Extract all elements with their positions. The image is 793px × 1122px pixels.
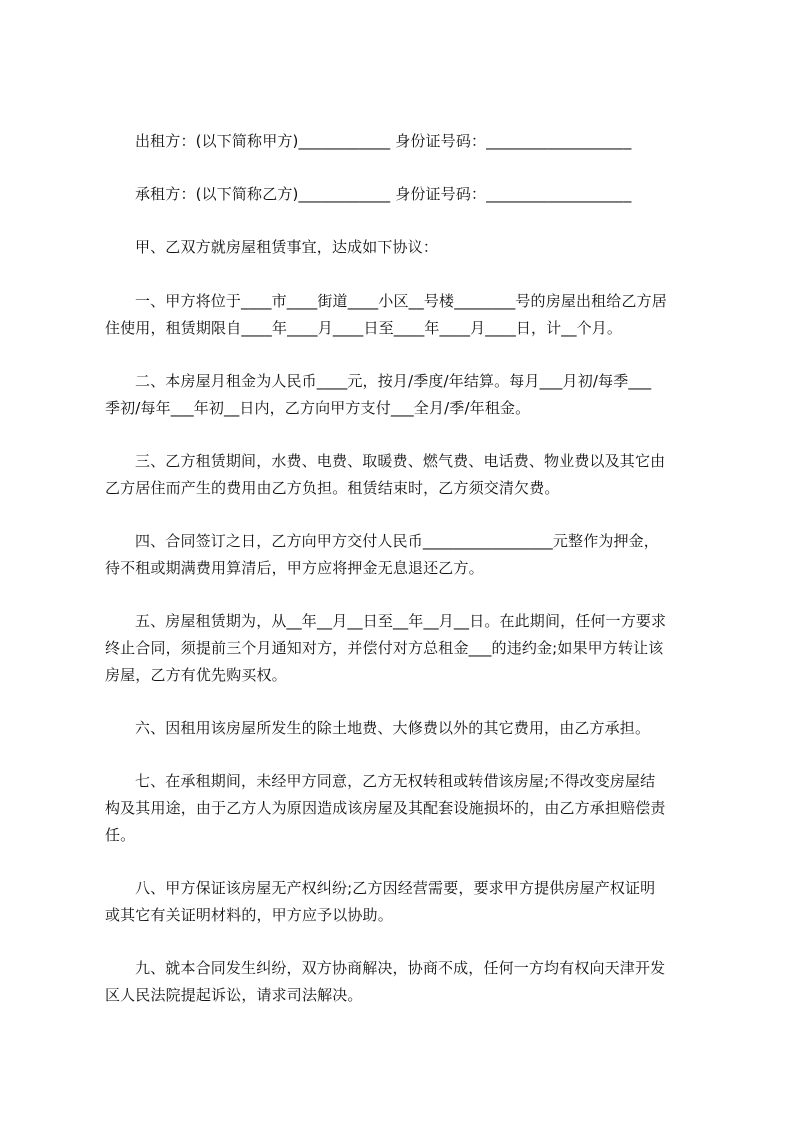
- clause-3-line-2: 乙方居住而产生的费用由乙方负担。租赁结束时，乙方须交清欠费。: [105, 479, 560, 497]
- clause-2-line-1: 二、本房屋月租金为人民币____元，按月/季度/年结算。每月___月初/每季___: [135, 372, 652, 390]
- clause-4-line-1: 四、合同签订之日，乙方向甲方交付人民币_________________元整作为押金，: [135, 532, 659, 550]
- clause-5-line-2: 终止合同，须提前三个月通知对方，并偿付对方总租金___的违约金;如果甲方转让该: [105, 639, 664, 657]
- clause-1-line-2: 住使用，租赁期限自____年____月____日至____年____月____日，计__个月。: [105, 319, 623, 337]
- lessee-line: 承租方：(以下简称乙方)____________ 身份证号码：___________________: [135, 185, 632, 203]
- clause-5-line-1: 五、房屋租赁期为，从__年__月__日至__年__月__日。在此期间，任何一方要求: [135, 612, 667, 630]
- clause-9-line-1: 九、就本合同发生纠纷，双方协商解决，协商不成，任何一方均有权向天津开发: [135, 959, 666, 977]
- clause-7-line-3: 任。: [105, 826, 136, 844]
- clause-5-line-3: 房屋，乙方有优先购买权。: [105, 666, 287, 684]
- clause-7-line-1: 七、在承租期间，未经甲方同意，乙方无权转租或转借该房屋;不得改变房屋结: [135, 772, 656, 790]
- clause-2-line-2: 季初/每年___年初__日内，乙方向甲方支付___全月/季/年租金。: [105, 399, 531, 417]
- clause-8-line-2: 或其它有关证明材料的，甲方应予以协助。: [105, 906, 393, 924]
- clause-3-line-1: 三、乙方租赁期间，水费、电费、取暖费、燃气费、电话费、物业费以及其它由: [135, 452, 666, 470]
- lessor-line: 出租方：(以下简称甲方)____________ 身份证号码：___________________: [135, 132, 632, 150]
- agreement-intro: 甲、乙双方就房屋租赁事宜，达成如下协议：: [135, 238, 439, 256]
- clause-4-line-2: 待不租或期满费用算清后，甲方应将押金无息退还乙方。: [105, 559, 484, 577]
- clause-1-line-1: 一、甲方将位于____市____街道____小区__号楼________号的房屋出租给乙方居: [135, 292, 667, 310]
- clause-8-line-1: 八、甲方保证该房屋无产权纠纷;乙方因经营需要，要求甲方提供房屋产权证明: [135, 879, 656, 897]
- clause-9-line-2: 区人民法院提起诉讼，请求司法解决。: [105, 986, 363, 1004]
- clause-7-line-2: 构及其用途，由于乙方人为原因造成该房屋及其配套设施损坏的，由乙方承担赔偿责: [105, 799, 666, 817]
- clause-6-line-1: 六、因租用该房屋所发生的除土地费、大修费以外的其它费用，由乙方承担。: [135, 719, 651, 737]
